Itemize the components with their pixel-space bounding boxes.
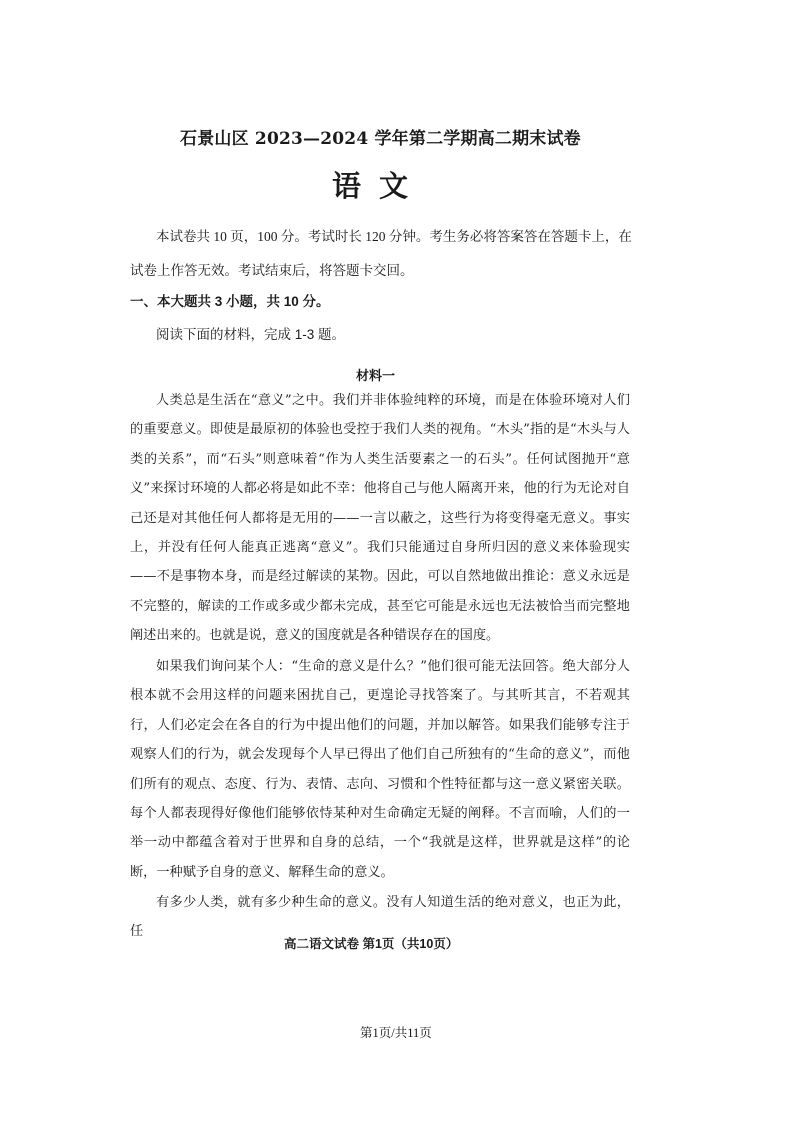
document-page-indicator: 第1页/共11页 [360,1026,432,1040]
material-title: 材料一 [356,368,396,383]
material-paragraph-1: 人类总是生活在“意义”之中。我们并非体验纯粹的环境，而是在体验环境对人们的重要意义。即使是最原初的体验也受控于我们人类的视角。“木头”指的是“木头与人类的关系”，而“石头”则意味着“作为人类生活要素之一的石头”。任何试图抛开“意义”来探讨环境的人都必将是如此不幸：他将自己与他人隔离开来，他的行为无论对自己还是对其他任何人都将是无用的——一言以蔽之，这些行为将变得毫无意义。事实上，并没有任何人能真正逃离“意义”。我们只能通过自身所归因的意义来体验现实——不是事物本身，而是经过解读的某物。因此，可以自然地做出推论：意义永远是不完整的，解读的工作或多或少都未完成，甚至它可能是永远也无法被恰当而完整地阐述出来的。也就是说，意义的国度就是各种错误存在的国度。 [130,393,630,644]
material-paragraph-3: 有多少人类，就有多少种生命的意义。没有人知道生活的绝对意义，也正为此，任 [130,895,630,940]
subject-title: 语文 [332,169,427,203]
reading-instruction: 阅读下面的材料，完成 1-3 题。 [156,327,346,342]
exam-title: 石景山区 2023—2024 学年第二学期高二期末试卷 [180,129,581,149]
page-footer: 高二语文试卷 第1页（共10页） [284,937,459,951]
material-paragraph-2: 如果我们询问某个人：“生命的意义是什么？”他们很可能无法回答。绝大部分人根本就不会用这样的问题来困扰自己，更遑论寻找答案了。与其听其言，不若观其行，人们必定会在各自的行为中提出他们的问题，并加以解答。如果我们能够专注于观察人们的行为，就会发现每个人早已得出了他们自己所独有的“生命的意义”，而他们所有的观点、态度、行为、表情、志向、习惯和个性特征都与这一意义紧密关联。每个人都表现得好像他们能够依恃某种对生命确定无疑的阐释。不言而喻，人们的一举一动中都蕴含着对于世界和自身的总结，一个“我就是这样，世界就是这样”的论断，一种赋予自身的意义、解释生命的意义。 [130,659,630,880]
section-heading: 一、本大题共 3 小题，共 10 分。 [130,294,330,309]
exam-instructions: 本试卷共 10 页，100 分。考试时长 120 分钟。考生务必将答案答在答题卡上，在试卷上作答无效。考试结束后，将答题卡交回。 [130,229,632,278]
